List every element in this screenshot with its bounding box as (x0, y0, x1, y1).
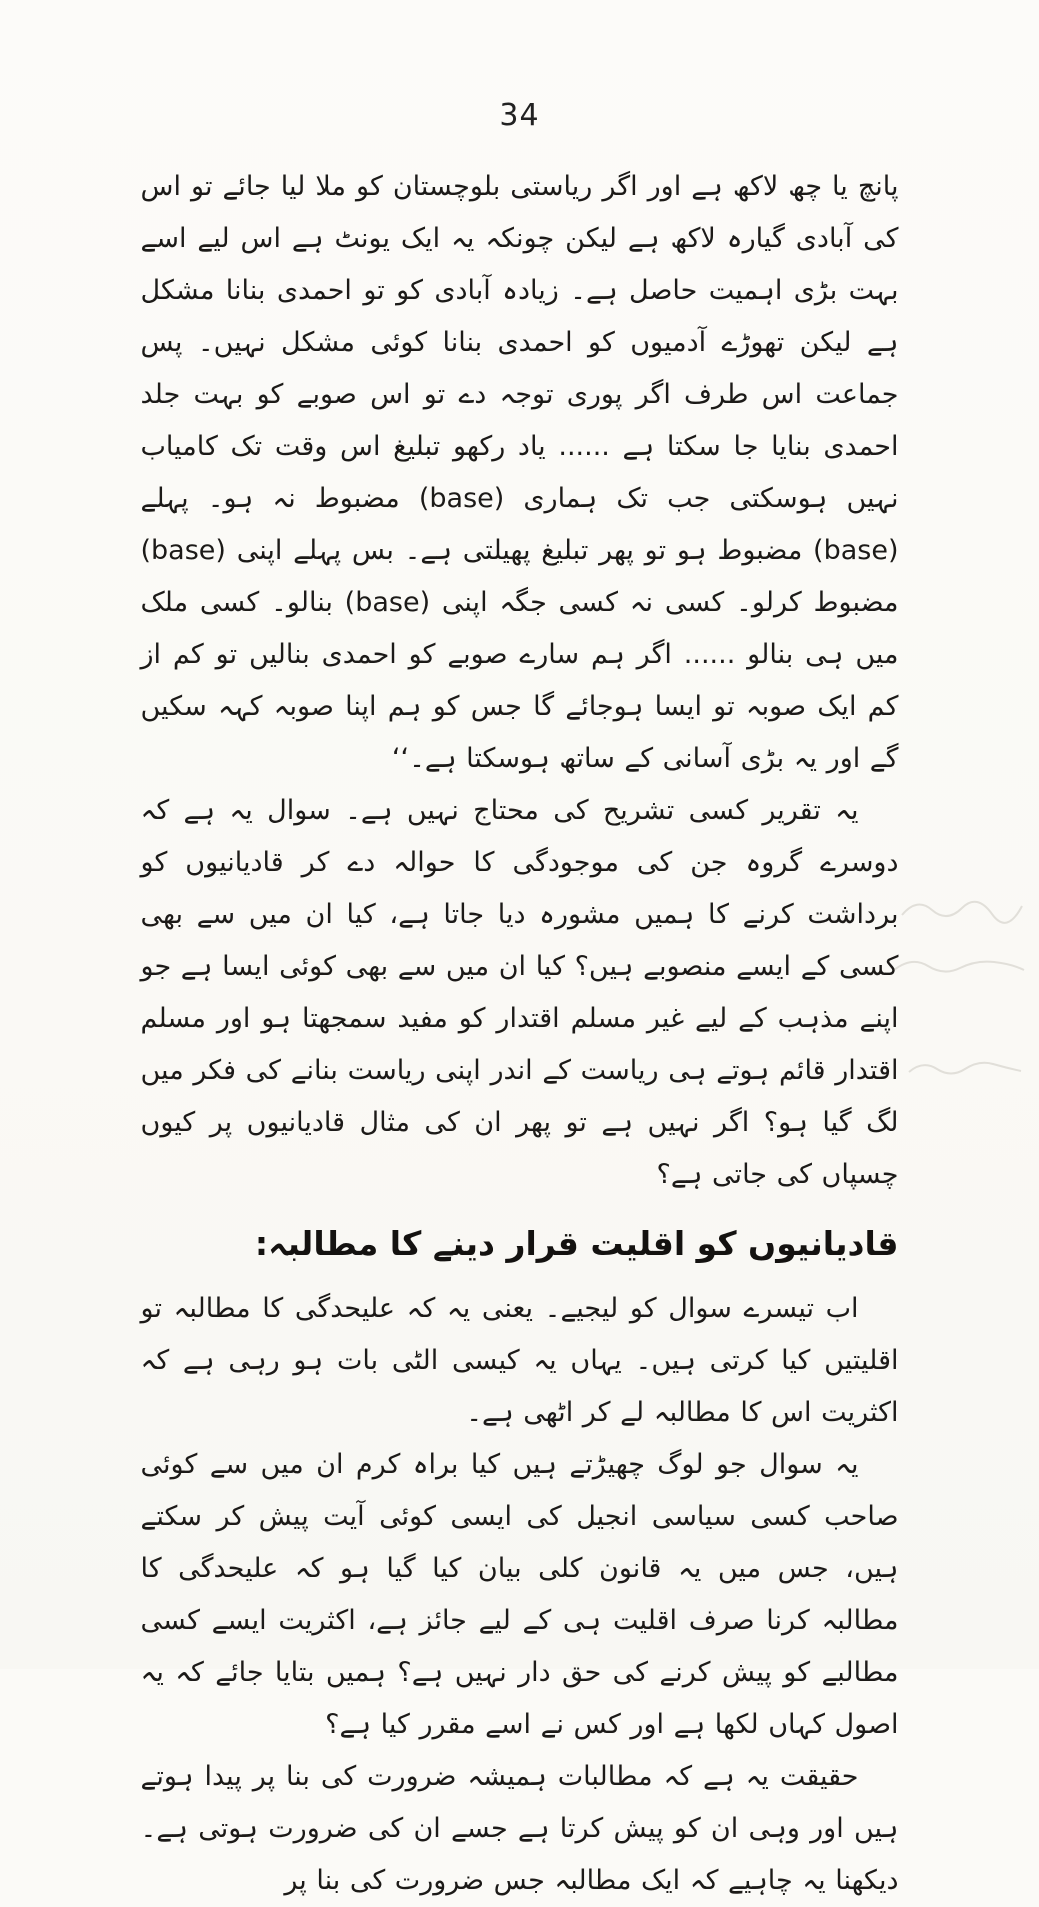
paragraph-reality-of-demands: حقیقت یہ ہے کہ مطالبات ہمیشہ ضرورت کی بنا پر پیدا ہوتے ہیں اور وہی ان کو پیش کرتا ہے جسے ان کی ضرورت ہوتی ہے۔ دیکھنا یہ چاہیے کہ ایک مطالبہ جس ضرورت کی بنا پر (140, 1761, 899, 1896)
page-number: 34 (499, 98, 540, 133)
paragraph-political-gospel: یہ سوال جو لوگ چھیڑتے ہیں کیا براہ کرم ان میں سے کوئی صاحب کسی سیاسی انجیل کی ایسی کوئی آیت پیش کر سکتے ہیں، جس میں یہ قانون کلی بیان کیا گیا ہو کہ علیحدگی کا مطالبہ کرنا صرف اقلیت ہی کے لیے جائز ہے، اکثریت ایسے کسی مطالبے کو پیش کرنے کی حق دار نہیں ہے؟ ہمیں بتایا جائے کہ یہ اصول کہاں لکھا ہے اور کس نے اسے مقرر کیا ہے؟ (140, 1449, 899, 1740)
paragraph-third-question: اب تیسرے سوال کو لیجیے۔ یعنی یہ کہ علیحدگی کا مطالبہ تو اقلیتیں کیا کرتی ہیں۔ یہاں یہ کیسی الٹی بات ہو رہی ہے کہ اکثریت اس کا مطالبہ لے کر اٹھی ہے۔ (140, 1293, 899, 1428)
paragraph-commentary: یہ تقریر کسی تشریح کی محتاج نہیں ہے۔ سوال یہ ہے کہ دوسرے گروہ جن کی موجودگی کا حوالہ دے کر قادیانیوں کو برداشت کرنے کا ہمیں مشورہ دیا جاتا ہے، کیا ان میں سے بھی کسی کے ایسے منصوبے ہیں؟ کیا ان میں سے بھی کوئی ایسا ہے جو اپنے مذہب کے لیے غیر مسلم اقتدار کو مفید سمجھتا ہو اور مسلم اقتدار قائم ہوتے ہی ریاست کے اندر اپنی ریاست بنانے کی فکر میں لگ گیا ہو؟ اگر نہیں ہے تو پھر ان کی مثال قادیانیوں پر کیوں چسپاں کی جاتی ہے؟ (140, 795, 899, 1190)
pencil-annotation-2 (889, 948, 1029, 988)
paragraph-quote-continuation: پانچ یا چھ لاکھ ہے اور اگر ریاستی بلوچستان کو ملا لیا جائے تو اس کی آبادی گیارہ لاکھ ہے لیکن چونکہ یہ ایک یونٹ ہے اس لیے اسے بہت بڑی اہمیت حاصل ہے۔ زیادہ آبادی کو تو احمدی بنانا مشکل ہے لیکن تھوڑے آدمیوں کو احمدی بنانا کوئی مشکل نہیں۔ پس جماعت اس طرف اگر پوری توجہ دے تو اس صوبے کو بہت جلد احمدی بنایا جا سکتا ہے ...... یاد رکھو تبلیغ اس وقت تک کامیاب نہیں ہوسکتی جب تک ہماری (base) مضبوط نہ ہو۔ پہلے (base) مضبوط ہو تو پھر تبلیغ پھیلتی ہے۔ بس پہلے اپنی (base) مضبوط کرلو۔ کسی نہ کسی جگہ اپنی (base) بنالو۔ کسی ملک میں ہی بنالو ...... اگر ہم سارے صوبے کو احمدی بنالیں تو کم از کم ایک صوبہ تو ایسا ہوجائے گا جس کو ہم اپنا صوبہ کہہ سکیں گے اور یہ بڑی آسانی کے ساتھ ہوسکتا ہے۔‘‘ (140, 171, 899, 774)
section-heading: قادیانیوں کو اقلیت قرار دینے کا مطالبہ: (254, 1224, 899, 1263)
pencil-annotation-1 (897, 890, 1027, 930)
pencil-annotation-3 (905, 1052, 1025, 1088)
page-text-block (141, 161, 899, 1907)
